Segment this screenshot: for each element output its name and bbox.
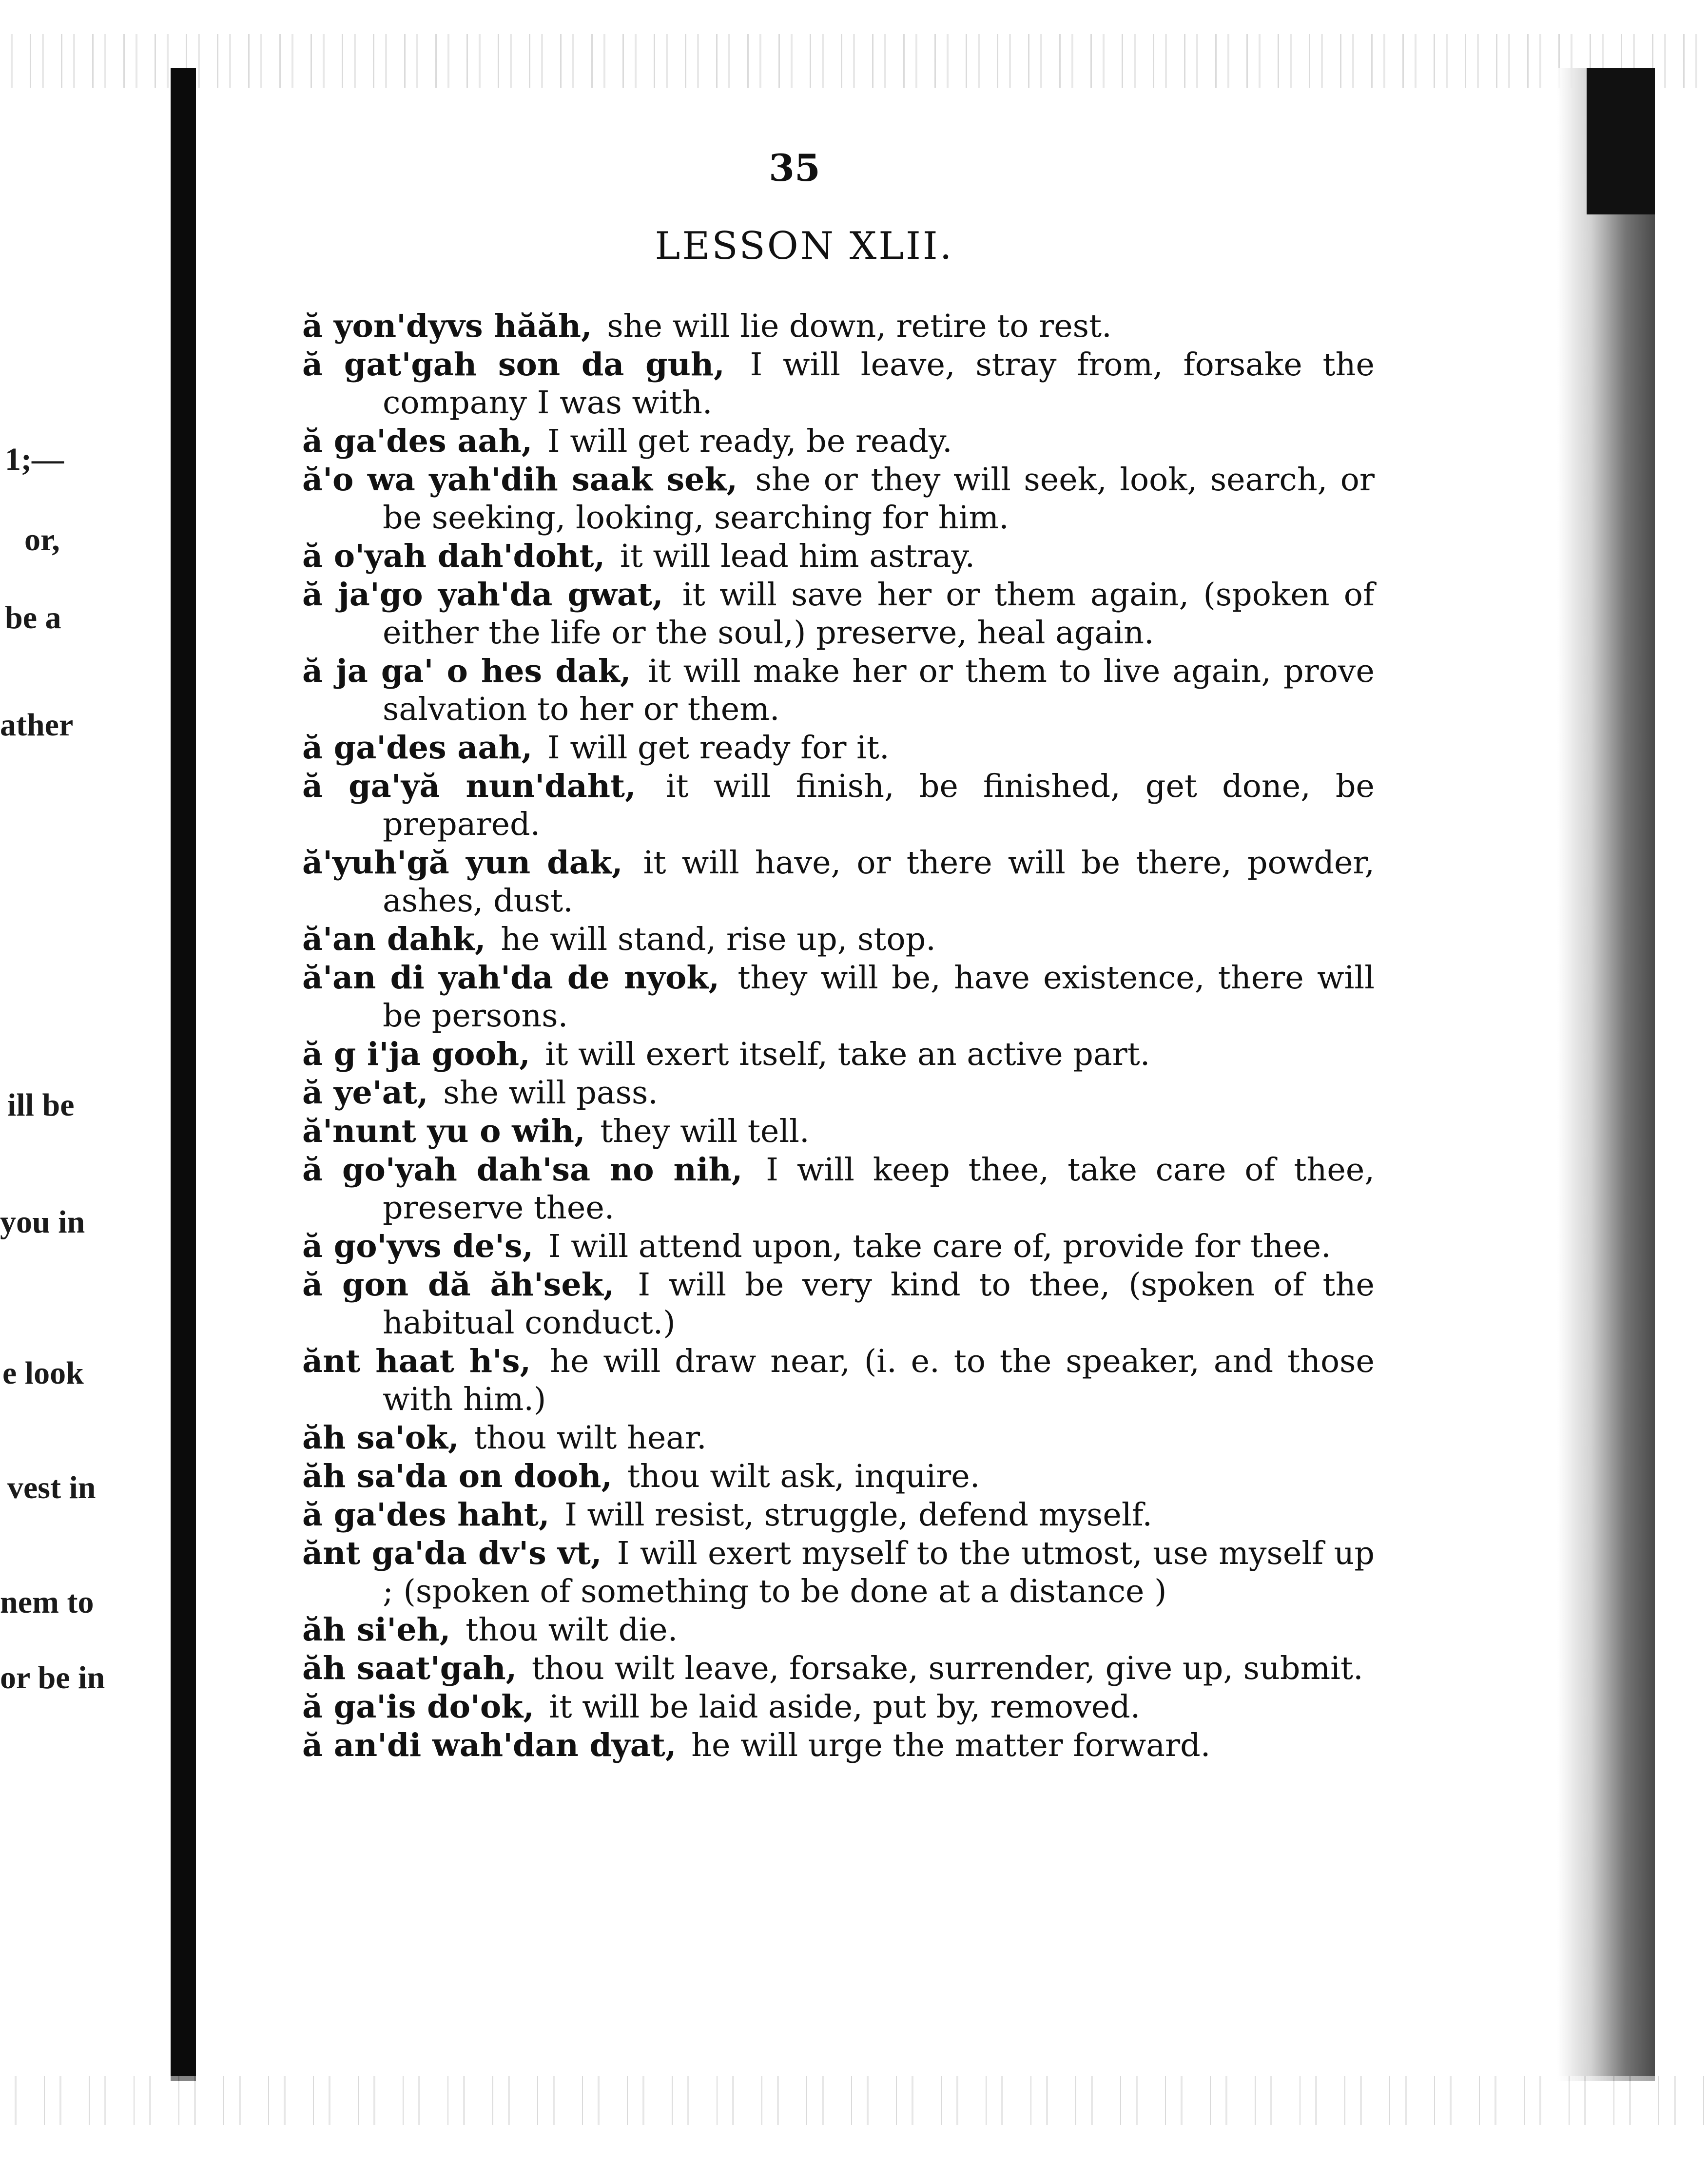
entry-definition: I will exert myself to the utmost, use myself up ; (spoken of something to be done at a distance ) xyxy=(383,1535,1375,1610)
entry-definition: they will be, have existence, there will be persons. xyxy=(383,960,1375,1034)
entry-term: ăh sa'da on dooh, xyxy=(302,1458,613,1495)
vocabulary-entry xyxy=(302,1266,1375,1342)
prev-page-fragment: 1;— xyxy=(5,442,64,477)
entry-definition: she will lie down, retire to rest. xyxy=(607,308,1112,345)
entry-term: ăh sa'ok, xyxy=(302,1419,459,1456)
prev-page-fragment: be a xyxy=(5,600,61,636)
entry-definition: he will urge the matter forward. xyxy=(691,1727,1211,1764)
vocabulary-entry xyxy=(302,959,1375,1035)
entry-term: ă'o wa yah'dih saak sek, xyxy=(302,461,738,498)
prev-page-fragment: vest in xyxy=(7,1470,96,1505)
vocabulary-entry xyxy=(302,844,1375,920)
entry-definition: thou wilt leave, forsake, surrender, give up, submit. xyxy=(531,1650,1363,1687)
vocabulary-entry xyxy=(302,1419,1375,1457)
entry-term: ăh si'eh, xyxy=(302,1611,451,1648)
entry-term: ă ga'des haht, xyxy=(302,1496,550,1533)
entry-definition: I will be very kind to thee, (spoken of the habitual conduct.) xyxy=(383,1267,1375,1341)
entry-term: ă ja'go yah'da gwat, xyxy=(302,576,663,613)
entry-term: ă'an di yah'da de nyok, xyxy=(302,959,720,996)
entry-term: ă yon'dyvs hăăh, xyxy=(302,308,592,345)
vocabulary-entry xyxy=(302,652,1375,729)
vocabulary-entry xyxy=(302,461,1375,537)
entry-term: ănt haat h's, xyxy=(302,1343,531,1380)
entry-term: ă ye'at, xyxy=(302,1074,428,1111)
vocabulary-entry xyxy=(302,1611,1375,1649)
book-gutter-shadow xyxy=(171,68,196,2081)
entry-definition: she or they will seek, look, search, or be seeking, looking, searching for him. xyxy=(383,462,1375,536)
entry-definition: I will resist, struggle, defend myself. xyxy=(564,1497,1153,1533)
entry-definition: it will finish, be finished, get done, be prepared. xyxy=(383,768,1375,843)
entry-definition: I will get ready for it. xyxy=(547,730,890,766)
page-edge-dark-block xyxy=(1587,68,1655,214)
prev-page-fragment: nem to xyxy=(0,1584,94,1620)
prev-page-fragment: or, xyxy=(24,522,60,558)
entry-term: ă ga'is do'ok, xyxy=(302,1688,534,1725)
vocabulary-entry xyxy=(302,1688,1375,1726)
entry-definition: she will pass. xyxy=(443,1075,658,1111)
entry-term: ă an'di wah'dan dyat, xyxy=(302,1727,677,1764)
vocabulary-entry xyxy=(302,1496,1375,1534)
entry-term: ă gon dă ăh'sek, xyxy=(302,1266,615,1303)
entry-term: ă ja ga' o hes dak, xyxy=(302,653,631,690)
vocabulary-entry xyxy=(302,1342,1375,1419)
vocabulary-entry xyxy=(302,920,1375,959)
prev-page-fragment: ill be xyxy=(7,1087,75,1123)
entry-definition: it will make her or them to live again, prove salvation to her or them. xyxy=(383,653,1375,728)
vocabulary-entry xyxy=(302,1534,1375,1611)
entry-definition: I will get ready, be ready. xyxy=(547,423,952,460)
vocabulary-entry xyxy=(302,537,1375,576)
entry-term: ă go'yvs de's, xyxy=(302,1228,534,1265)
entry-term: ă ga'des aah, xyxy=(302,423,533,460)
entry-term: ă o'yah dah'doht, xyxy=(302,538,605,575)
entry-term: ă ga'yă nun'daht, xyxy=(302,768,636,805)
page-number: 35 xyxy=(769,146,820,190)
entry-definition: thou wilt hear. xyxy=(474,1420,707,1456)
entry-definition: they will tell. xyxy=(600,1113,810,1150)
page-edge-shadow xyxy=(1557,68,1655,2081)
entry-term: ă g i'ja gooh, xyxy=(302,1036,530,1073)
prev-page-fragment: ather xyxy=(0,707,74,743)
entry-definition: I will keep thee, take care of thee, preserve thee. xyxy=(383,1152,1375,1226)
entry-definition: he will draw near, (i. e. to the speaker, and those with him.) xyxy=(383,1343,1375,1418)
entry-term: ă'an dahk, xyxy=(302,921,486,958)
entry-definition: I will leave, stray from, forsake the company I was with. xyxy=(383,347,1375,421)
vocabulary-entry xyxy=(302,1074,1375,1112)
lesson-title: LESSON XLII. xyxy=(655,224,954,268)
vocabulary-entry xyxy=(302,346,1375,422)
vocabulary-entry xyxy=(302,576,1375,652)
vocabulary-entry xyxy=(302,1227,1375,1266)
vocabulary-entry xyxy=(302,1726,1375,1765)
entry-term: ă gat'gah son da guh, xyxy=(302,346,725,383)
vocabulary-entry xyxy=(302,767,1375,844)
entry-term: ănt ga'da dv's vt, xyxy=(302,1535,602,1572)
scan-edge-top xyxy=(0,34,1708,88)
entry-term: ăh saat'gah, xyxy=(302,1650,517,1687)
vocabulary-entry xyxy=(302,1112,1375,1151)
prev-page-fragment: e look xyxy=(2,1355,84,1391)
entry-term: ă ga'des aah, xyxy=(302,729,533,766)
vocabulary-entry xyxy=(302,1649,1375,1688)
entry-definition: it will save her or them again, (spoken of either the life or the soul,) preserve, heal again. xyxy=(383,577,1375,651)
entry-definition: he will stand, rise up, stop. xyxy=(501,921,936,958)
entry-definition: it will exert itself, take an active part. xyxy=(545,1036,1150,1073)
entry-term: ă go'yah dah'sa no nih, xyxy=(302,1151,743,1188)
entry-term: ă'nunt yu o wih, xyxy=(302,1113,585,1150)
previous-page-fragments xyxy=(0,0,161,2160)
prev-page-fragment: or be in xyxy=(0,1660,105,1696)
entry-definition: it will be laid aside, put by, removed. xyxy=(549,1689,1141,1725)
prev-page-fragment: you in xyxy=(0,1204,85,1240)
entry-definition: it will have, or there will be there, powder, ashes, dust. xyxy=(383,845,1375,919)
scan-edge-bottom xyxy=(0,2076,1708,2125)
vocabulary-entry xyxy=(302,1457,1375,1496)
vocabulary-entry xyxy=(302,307,1375,346)
vocabulary-list xyxy=(302,307,1375,1765)
entry-definition: thou wilt ask, inquire. xyxy=(627,1458,980,1495)
entry-definition: thou wilt die. xyxy=(466,1612,678,1648)
entry-definition: I will attend upon, take care of, provide for thee. xyxy=(548,1228,1331,1265)
vocabulary-entry xyxy=(302,729,1375,767)
vocabulary-entry xyxy=(302,1035,1375,1074)
vocabulary-entry xyxy=(302,1151,1375,1227)
entry-term: ă'yuh'gă yun dak, xyxy=(302,844,623,881)
entry-definition: it will lead him astray. xyxy=(620,538,975,575)
vocabulary-entry xyxy=(302,422,1375,461)
